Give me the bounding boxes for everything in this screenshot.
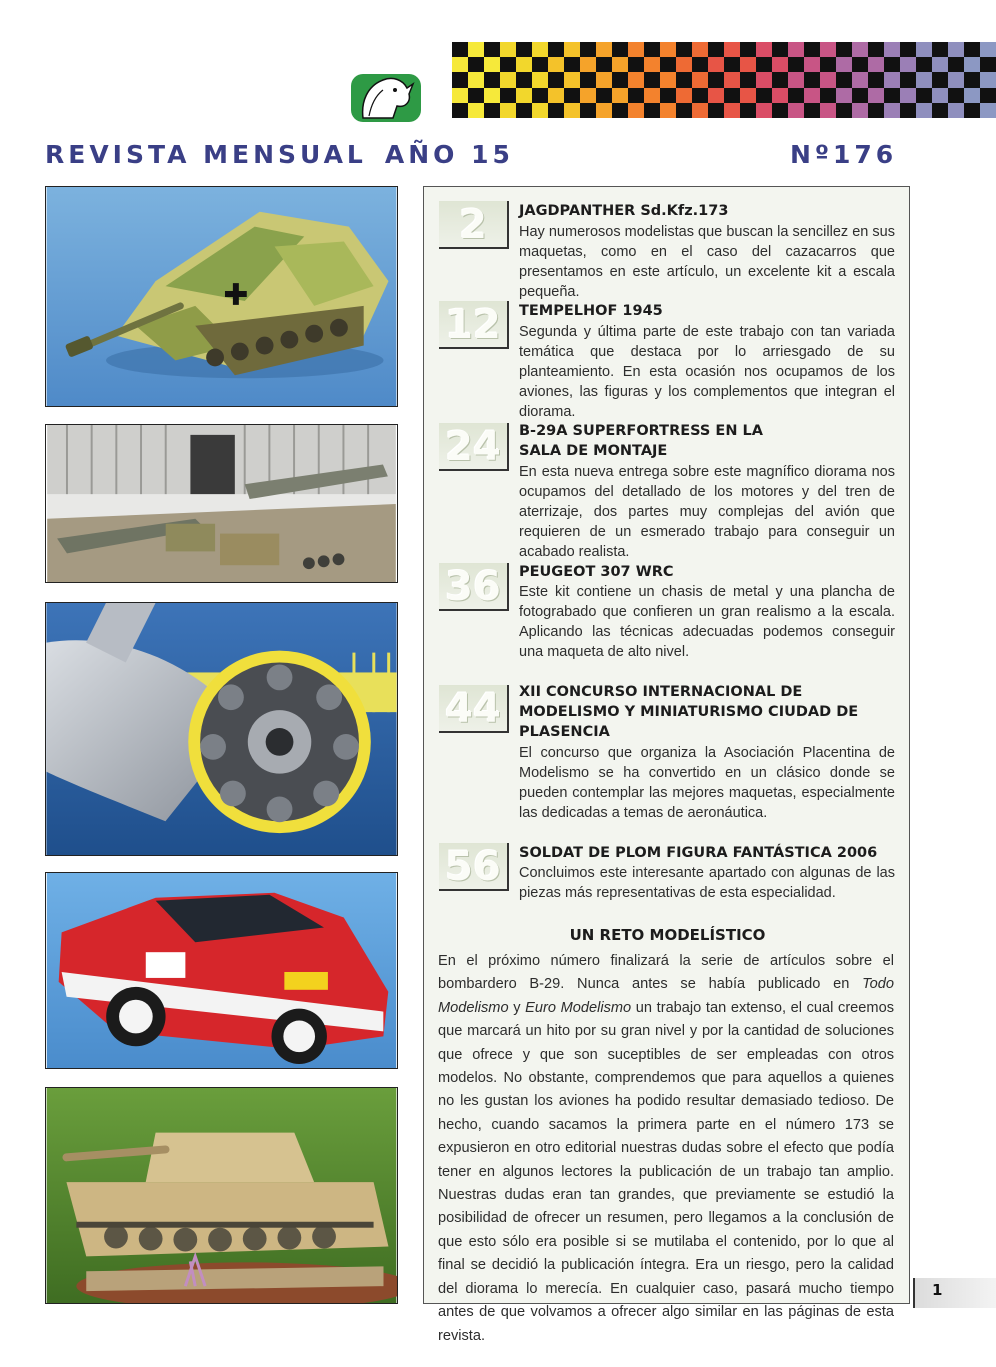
checker-square <box>612 72 628 87</box>
checker-square <box>548 42 564 57</box>
checker-square <box>708 57 724 72</box>
checker-square <box>660 57 676 72</box>
checker-square <box>532 57 548 72</box>
checker-square <box>932 72 948 87</box>
checker-square <box>756 42 772 57</box>
checker-square <box>644 103 660 118</box>
checker-square <box>468 88 484 103</box>
entry-title: TEMPELHOF 1945 <box>519 303 663 319</box>
entry-text: Hay numerosos modelistas que buscan la sencillez en sus maquetas, como en el caso del cazacarros que presentamos en este artículo, un excelente kit a escala pequeña. <box>519 224 895 300</box>
radial-engine-icon <box>46 603 397 855</box>
checker-square <box>644 88 660 103</box>
checker-square <box>724 103 740 118</box>
checker-square <box>724 42 740 57</box>
checker-square <box>740 103 756 118</box>
checker-square <box>868 88 884 103</box>
editorial-title: UN RETO MODELÍSTICO <box>569 926 766 944</box>
checker-square <box>756 72 772 87</box>
checker-square <box>692 88 708 103</box>
page-number-tab <box>913 1278 996 1308</box>
checker-square <box>676 88 692 103</box>
checker-square <box>820 57 836 72</box>
checker-square <box>484 103 500 118</box>
tank-icon <box>46 1088 397 1303</box>
rally-car-icon <box>46 873 397 1068</box>
checker-square <box>932 57 948 72</box>
checker-square <box>692 72 708 87</box>
checker-square <box>964 72 980 87</box>
checker-square <box>756 103 772 118</box>
checker-square <box>916 72 932 87</box>
checker-square <box>596 103 612 118</box>
checker-square <box>916 57 932 72</box>
checker-square <box>660 88 676 103</box>
page-number-badge: 24 <box>439 423 509 471</box>
checker-square <box>660 103 676 118</box>
page-number-badge: 2 <box>439 201 509 249</box>
entry-text: Concluimos este interesante apartado con algunas de las piezas más representativas de esta especialidad. <box>519 865 895 901</box>
checker-square <box>484 57 500 72</box>
checker-square <box>692 42 708 57</box>
hangar-diorama-icon <box>46 425 397 582</box>
entry-title: PEUGEOT 307 WRC <box>519 564 674 580</box>
checker-square <box>644 57 660 72</box>
checker-square <box>724 57 740 72</box>
checker-square <box>644 72 660 87</box>
checker-square <box>484 72 500 87</box>
checker-square <box>564 88 580 103</box>
jagdpanther-photo <box>45 186 398 407</box>
checker-square <box>724 72 740 87</box>
checker-square <box>772 57 788 72</box>
checker-square <box>660 42 676 57</box>
issue-number: Nº176 <box>790 140 898 169</box>
checker-square <box>564 57 580 72</box>
checker-square <box>500 103 516 118</box>
checker-square <box>692 103 708 118</box>
checker-square <box>596 42 612 57</box>
checker-square <box>580 42 596 57</box>
checker-square <box>452 57 468 72</box>
checker-square <box>852 88 868 103</box>
page-number-badge: 36 <box>439 563 509 611</box>
tempelhof-diorama-photo <box>45 424 398 583</box>
checker-square <box>516 57 532 72</box>
checker-square <box>932 88 948 103</box>
checker-square <box>484 42 500 57</box>
entry-title: JAGDPANTHER Sd.Kfz.173 <box>519 203 729 219</box>
checker-square <box>516 88 532 103</box>
checker-square <box>772 72 788 87</box>
checker-square <box>532 88 548 103</box>
checker-square <box>580 103 596 118</box>
checker-square <box>772 88 788 103</box>
checker-square <box>644 42 660 57</box>
checker-square <box>820 88 836 103</box>
page-number-badge: 44 <box>439 685 509 733</box>
checker-square <box>564 103 580 118</box>
checker-square <box>836 103 852 118</box>
checker-square <box>516 103 532 118</box>
checker-square <box>628 88 644 103</box>
page-number: 1 <box>932 1281 943 1299</box>
checker-square <box>500 72 516 87</box>
checker-square <box>548 57 564 72</box>
checker-square <box>900 88 916 103</box>
checker-square <box>948 72 964 87</box>
checker-square <box>548 72 564 87</box>
checker-square <box>548 88 564 103</box>
checker-square <box>484 88 500 103</box>
checker-square <box>948 57 964 72</box>
checker-square <box>564 42 580 57</box>
checker-square <box>756 57 772 72</box>
checker-square <box>468 103 484 118</box>
checker-square <box>612 42 628 57</box>
checker-square <box>692 57 708 72</box>
checker-square <box>580 72 596 87</box>
checker-square <box>804 57 820 72</box>
checker-square <box>900 72 916 87</box>
checker-square <box>852 72 868 87</box>
checker-square <box>612 88 628 103</box>
checker-square <box>468 42 484 57</box>
checker-square <box>516 42 532 57</box>
checker-square <box>788 42 804 57</box>
checker-square <box>884 42 900 57</box>
checker-square <box>612 57 628 72</box>
checker-square <box>788 103 804 118</box>
checker-square <box>836 72 852 87</box>
checker-square <box>532 103 548 118</box>
checker-square <box>980 72 996 87</box>
checker-square <box>980 57 996 72</box>
checker-square <box>628 42 644 57</box>
checker-square <box>932 42 948 57</box>
checker-square <box>804 42 820 57</box>
checker-square <box>740 42 756 57</box>
checker-square <box>884 72 900 87</box>
checker-square <box>836 88 852 103</box>
checker-square <box>500 88 516 103</box>
checker-square <box>932 103 948 118</box>
checker-square <box>708 103 724 118</box>
checker-square <box>548 103 564 118</box>
page-number-badge: 56 <box>439 843 509 891</box>
checker-square <box>452 103 468 118</box>
checker-square <box>820 103 836 118</box>
checker-square <box>628 57 644 72</box>
checker-square <box>740 88 756 103</box>
checker-square <box>708 42 724 57</box>
checker-square <box>500 57 516 72</box>
checker-square <box>740 57 756 72</box>
checker-square <box>788 88 804 103</box>
checkered-flag-banner <box>452 42 996 118</box>
checker-square <box>868 103 884 118</box>
magazine-title: REVISTA MENSUAL AÑO 15 <box>45 140 514 169</box>
checker-square <box>612 103 628 118</box>
checker-square <box>628 103 644 118</box>
checker-square <box>820 72 836 87</box>
checker-square <box>452 88 468 103</box>
checker-square <box>740 72 756 87</box>
checker-square <box>916 103 932 118</box>
checker-square <box>900 103 916 118</box>
checker-square <box>868 42 884 57</box>
checker-square <box>964 42 980 57</box>
checker-square <box>676 42 692 57</box>
checker-square <box>708 88 724 103</box>
panzer-photo <box>45 1087 398 1304</box>
publisher-logo <box>349 72 423 124</box>
checker-square <box>596 88 612 103</box>
entry-text: Segunda y última parte de este trabajo con tan variada temática que destaca por lo arriesgado de su planteamiento. En esta ocasión nos ocupamos de los aviones, las figuras y los complementos que integran el diorama. <box>519 324 895 420</box>
checker-square <box>900 57 916 72</box>
checker-square <box>804 88 820 103</box>
checker-square <box>948 42 964 57</box>
entry-title: B-29A SUPERFORTRESS EN LA SALA DE MONTAJE <box>519 423 763 459</box>
checker-square <box>676 103 692 118</box>
checker-square <box>820 42 836 57</box>
checker-square <box>468 72 484 87</box>
checker-square <box>708 72 724 87</box>
peugeot-307-photo <box>45 872 398 1069</box>
checker-square <box>852 57 868 72</box>
checker-square <box>676 57 692 72</box>
tank-destroyer-icon <box>46 187 397 406</box>
checker-square <box>788 72 804 87</box>
checker-square <box>532 72 548 87</box>
checker-square <box>724 88 740 103</box>
checker-square <box>660 72 676 87</box>
checker-square <box>580 88 596 103</box>
b29-engine-photo <box>45 602 398 856</box>
checker-square <box>868 57 884 72</box>
checker-square <box>916 88 932 103</box>
checker-square <box>452 72 468 87</box>
checker-square <box>868 72 884 87</box>
checker-square <box>788 57 804 72</box>
checker-square <box>516 72 532 87</box>
checker-square <box>500 42 516 57</box>
checker-square <box>964 57 980 72</box>
checker-square <box>804 72 820 87</box>
checker-square <box>852 42 868 57</box>
checker-square <box>532 42 548 57</box>
checker-square <box>980 42 996 57</box>
checker-square <box>884 103 900 118</box>
checker-square <box>628 72 644 87</box>
editorial-text: En el próximo número finalizará la serie de artículos sobre el bombardero B-29. Nunca antes se había publicado en Todo Modelismo y Euro Modelismo un trabajo tan extenso, el cual creemos que marcará un hito por su gran nivel y por la cantidad de soluciones que ofrece y que son suceptibles de ser empleadas con otros modelos. No obstante, comprendemos que para aquellos a quienes no les gustan los aviones ha podido resultar demasiado tedioso. De hecho, cuando sacamos la primera parte en el número 173 se expusieron en otro editorial nuestras dudas sobre el efecto que podía tener en algunos lectores la publicación de un trabajo tan amplio. Nuestras dudas eran tan grandes, que previamente se estudió la posibilidad de ofrecer un resumen, pero llegamos a la conclusión de que esto sólo era posible si se mutilaba el contenido, por lo que al final se decidió la publicación íntegra. Era un riesgo, pero la calidad del diorama lo merecía. En cualquier caso, pasará mucho tiempo antes de que volvamos a ofrecer algo similar en las páginas de esta revista. <box>438 953 894 1344</box>
checker-square <box>884 88 900 103</box>
table-of-contents <box>423 186 910 1344</box>
checker-square <box>884 57 900 72</box>
page-number-badge: 12 <box>439 301 509 349</box>
checker-square <box>452 42 468 57</box>
checker-square <box>676 72 692 87</box>
checker-square <box>596 72 612 87</box>
checker-square <box>964 88 980 103</box>
checker-square <box>596 57 612 72</box>
entry-title: SOLDAT DE PLOM FIGURA FANTÁSTICA 2006 <box>519 845 878 861</box>
checker-square <box>916 42 932 57</box>
checker-square <box>564 72 580 87</box>
checker-square <box>980 103 996 118</box>
checker-square <box>772 42 788 57</box>
checker-square <box>900 42 916 57</box>
checker-square <box>964 103 980 118</box>
checker-square <box>948 103 964 118</box>
checker-square <box>836 57 852 72</box>
entry-title: XII CONCURSO INTERNACIONAL DE MODELISMO Y MINIATURISMO CIUDAD DE PLASENCIA <box>519 684 859 740</box>
checker-square <box>804 103 820 118</box>
checker-square <box>948 88 964 103</box>
entry-text: En esta nueva entrega sobre este magnífico diorama nos ocupamos del detallado de los motores y del tren de aterrizaje, dos partes muy complejas del avión que requieren de un esmerado trabajo para conseguir un acabado realista. <box>519 464 895 560</box>
entry-text: El concurso que organiza la Asociación Placentina de Modelismo se ha convertido en un clásico donde se pueden contemplar las mejores maquetas, especialmente las dedicadas a temas de aeronáutica. <box>519 745 895 821</box>
checker-square <box>772 103 788 118</box>
checker-square <box>580 57 596 72</box>
checker-square <box>852 103 868 118</box>
checker-square <box>468 57 484 72</box>
checker-square <box>756 88 772 103</box>
checker-square <box>836 42 852 57</box>
entry-text: Este kit contiene un chasis de metal y una plancha de fotograbado que confieren un gran realismo a la escala. Aplicando las técnicas adecuadas podemos conseguir una maqueta de alto nivel. <box>519 584 895 660</box>
checker-square <box>980 88 996 103</box>
